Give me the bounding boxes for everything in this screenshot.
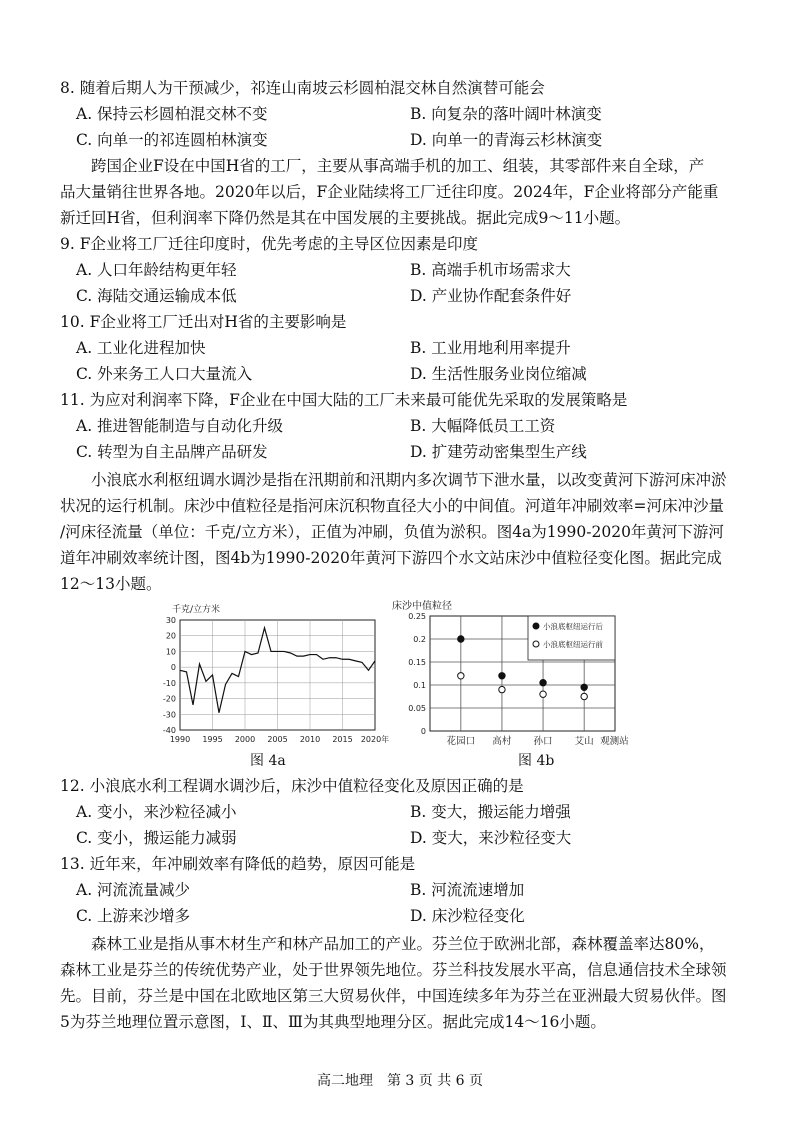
q8-stem: 8. 随着后期人为干预减少，祁连山南坡云杉圆柏混交林自然演替可能会 — [60, 79, 545, 97]
q9-option-a: A. 人口年龄结构更年轻 — [76, 261, 237, 279]
q13-option-b: B. 河流流速增加 — [410, 881, 525, 899]
figure-4b-legend-marker — [533, 623, 539, 629]
q12-option-b: B. 变大，搬运能力增强 — [410, 803, 571, 821]
intro-finland-line-2: 森林工业是芬兰的传统优势产业，处于世界领先地位。芬兰科技发展水平高，信息通信技术全球领 — [60, 961, 727, 979]
figure-4a-x-tick-label: 2020年 — [360, 735, 390, 744]
q11-stem: 11. 为应对利润率下降，F企业在中国大陆的工厂未来最可能优先采取的发展策略是 — [60, 391, 628, 409]
intro-river-line-3: /河床径流量（单位：千克/立方米），正值为冲刷，负值为淤积。图4a为1990-2020年黄河下游河 — [60, 523, 724, 541]
q10-stem: 10. F企业将工厂迁出对H省的主要影响是 — [60, 313, 347, 331]
figure-4b-point-after — [499, 673, 505, 679]
q12-option-d: D. 变大，来沙粒径变大 — [410, 829, 572, 847]
intro-river-line-1: 小浪底水利枢纽调水调沙是指在汛期前和汛期内多次调节下泄水量，以改变黄河下游河床冲淤 — [91, 471, 727, 489]
figure-4a-y-tick-label: 10 — [165, 647, 176, 657]
figure-4b-x-tick-label: 高村 — [492, 736, 512, 746]
figure-4a-chart — [150, 600, 390, 750]
intro-river-line-2: 状况的运行机制。床沙中值粒径是指河床沉积物直径大小的中间值。河道年冲刷效率=河床冲沙量 — [60, 497, 724, 515]
figure-4b-ylabel: 床沙中值粒径 — [392, 601, 452, 612]
figure-4b-point-after — [581, 684, 587, 690]
figure-4b-legend-marker — [533, 641, 539, 647]
figure-4a-caption: 图 4a — [250, 753, 286, 769]
figure-4a-y-tick-label: -10 — [162, 678, 176, 688]
figure-4b-y-tick-label: 0 — [420, 727, 426, 736]
figure-4b-chart — [380, 596, 640, 746]
intro-f-line-1: 跨国企业F设在中国H省的工厂，主要从事高端手机的加工、组装，其零部件来自全球，产 — [91, 157, 705, 175]
figure-4b-legend-label: 小浪底枢纽运行前 — [543, 640, 603, 649]
figure-4b-x-tick-label: 孙口 — [533, 736, 553, 746]
q13-stem: 13. 近年来，年冲刷效率有降低的趋势，原因可能是 — [60, 855, 416, 873]
figure-4a-x-tick-label: 1995 — [202, 735, 223, 744]
figure-4b-xlabel: 观测站 — [600, 736, 629, 746]
figure-4b-legend-label: 小浪底枢纽运行后 — [543, 622, 603, 631]
figure-4a-x-tick-label: 1990 — [169, 735, 191, 744]
q10-option-d: D. 生活性服务业岗位缩减 — [410, 365, 587, 383]
figure-4a-y-tick-label: 20 — [165, 631, 176, 641]
q11-option-c: C. 转型为自主品牌产品研发 — [76, 443, 268, 461]
q12-option-c: C. 变小，搬运能力减弱 — [76, 829, 237, 847]
q9-option-c: C. 海陆交通运输成本低 — [76, 287, 237, 305]
figure-4b-point-after — [540, 680, 546, 686]
q8-option-d: D. 向单一的青海云杉林演变 — [410, 131, 603, 149]
q11-option-d: D. 扩建劳动密集型生产线 — [410, 443, 587, 461]
q10-option-c: C. 外来务工人口大量流入 — [76, 365, 253, 383]
q13-option-a: A. 河流流量减少 — [76, 881, 191, 899]
figure-4a-y-tick-label: -40 — [162, 726, 176, 735]
intro-finland-line-1: 森林工业是指从事木材生产和林产品加工的产业。芬兰位于欧洲北部，森林覆盖率达80%， — [91, 935, 715, 953]
q9-stem: 9. F企业将工厂迁往印度时，优先考虑的主导区位因素是印度 — [60, 235, 478, 253]
q13-option-c: C. 上游来沙增多 — [76, 907, 191, 925]
intro-river-line-5: 12～13小题。 — [60, 575, 162, 593]
figure-4b-point-after — [458, 636, 464, 642]
figure-4b-point-before — [540, 691, 546, 697]
figure-4b-point-before — [499, 686, 505, 692]
figure-4a-y-tick-label: -20 — [162, 694, 176, 704]
figure-4b-y-tick-label: 0.2 — [413, 635, 426, 644]
figure-4a-ylabel: 千克/立方米 — [172, 605, 221, 615]
figure-4b-x-tick-label: 花园口 — [446, 736, 476, 746]
figure-4a-x-tick-label: 2005 — [267, 735, 288, 744]
intro-f-line-3: 新迁回H省，但利润率下降仍然是其在中国发展的主要挑战。据此完成9～11小题。 — [60, 209, 631, 227]
figure-4b-y-tick-label: 0.05 — [408, 704, 426, 713]
figure-4a-x-tick-label: 2010 — [299, 735, 321, 744]
intro-finland-line-3: 先。目前，芬兰是中国在北欧地区第三大贸易伙伴，中国连续多年为芬兰在亚洲最大贸易伙伴。图 — [60, 987, 727, 1005]
figure-4a-y-tick-label: 0 — [170, 663, 176, 673]
q9-option-b: B. 高端手机市场需求大 — [410, 261, 571, 279]
q8-option-b: B. 向复杂的落叶阔叶林演变 — [410, 105, 602, 123]
figure-4a-x-tick-label: 2000 — [234, 735, 256, 744]
figure-4b-point-before — [458, 673, 464, 679]
figure-4b-caption: 图 4b — [518, 753, 555, 769]
figure-4a-x-tick-label: 2015 — [332, 735, 353, 744]
q11-option-b: B. 大幅降低员工工资 — [410, 417, 556, 435]
q13-option-d: D. 床沙粒径变化 — [410, 907, 525, 925]
intro-finland-line-4: 5为芬兰地理位置示意图，Ⅰ、Ⅱ、Ⅲ为其典型地理分区。据此完成14～16小题。 — [60, 1013, 606, 1031]
q9-option-d: D. 产业协作配套条件好 — [410, 287, 572, 305]
figure-4b-x-tick-label: 艾山 — [574, 736, 594, 746]
figure-4a-y-tick-label: 30 — [165, 616, 176, 625]
q10-option-a: A. 工业化进程加快 — [76, 339, 206, 357]
intro-river-line-4: 道年冲刷效率统计图，图4b为1990-2020年黄河下游四个水文站床沙中值粒径变化图。据此完成 — [60, 549, 722, 567]
figure-4a-y-tick-label: -30 — [162, 710, 176, 720]
q11-option-a: A. 推进智能制造与自动化升级 — [76, 417, 284, 435]
q8-option-a: A. 保持云杉圆柏混交林不变 — [76, 105, 268, 123]
q8-option-c: C. 向单一的祁连圆柏林演变 — [76, 131, 268, 149]
intro-f-line-2: 品大量销往世界各地。2020年以后，F企业陆续将工厂迁往印度。2024年，F企业将部分产能重 — [60, 183, 719, 201]
q12-option-a: A. 变小，来沙粒径减小 — [76, 803, 237, 821]
q12-stem: 12. 小浪底水利工程调水调沙后，床沙中值粒径变化及原因正确的是 — [60, 777, 524, 795]
figure-4b-y-tick-label: 0.15 — [408, 658, 426, 667]
q10-option-b: B. 工业用地利用率提升 — [410, 339, 571, 357]
figure-4b-y-tick-label: 0.25 — [408, 612, 426, 621]
figure-4b-point-before — [581, 693, 587, 699]
page-footer: 高二地理 第 3 页 共 6 页 — [316, 1073, 484, 1089]
figure-4b-y-tick-label: 0.1 — [413, 681, 426, 690]
